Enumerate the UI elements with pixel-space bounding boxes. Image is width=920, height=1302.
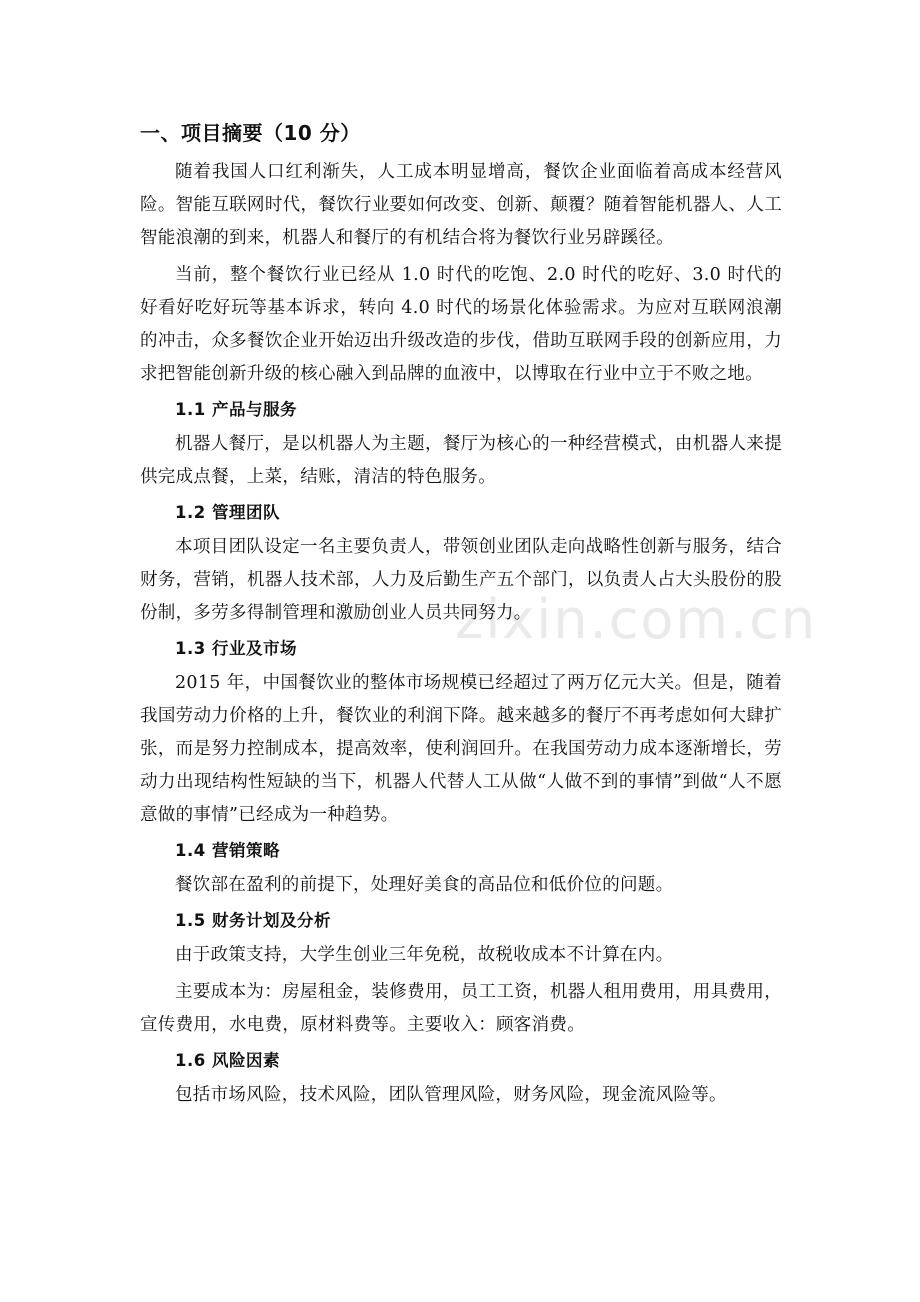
section-title: 一、项目摘要（10 分） [140, 121, 361, 145]
subsection-title: 1.4 营销策略 [175, 841, 280, 860]
subsection-title: 1.1 产品与服务 [175, 400, 297, 419]
subsection-title: 1.5 财务计划及分析 [175, 911, 331, 930]
subsection-management-team [140, 498, 782, 630]
subsection-paragraph: 包括市场风险，技术风险，团队管理风险，财务风险，现金流风险等。 [175, 1085, 727, 1105]
subsection-financial-plan [140, 906, 782, 1042]
subsection-paragraph: 2015 年，中国餐饮业的整体市场规模已经超过了两万亿元大关。但是，随着我国劳动力价格的上升，餐饮业的利润下降。越来越多的餐厅不再考虑如何大肆扩张，而是努力控制成本，提高效率，使利润回升。在我国劳动力成本逐渐增长，劳动力出现结构性短缺的当下，机器人代替人工从做“人做不到的事情”到做“人不愿意做的事情”已经成为一种趋势。 [140, 673, 782, 825]
subsection-title: 1.6 风险因素 [175, 1051, 280, 1070]
subsection-paragraph: 由于政策支持，大学生创业三年免税，故税收成本不计算在内。 [175, 945, 674, 965]
subsection-paragraph: 餐饮部在盈利的前提下，处理好美食的高品位和低价位的问题。 [175, 875, 674, 895]
subsection-industry-market [140, 634, 782, 832]
subsection-product-service [140, 395, 782, 494]
subsection-title: 1.2 管理团队 [175, 503, 280, 522]
subsection-risk-factors [140, 1046, 782, 1112]
subsection-paragraph: 主要成本为：房屋租金，装修费用，员工工资，机器人租用费用，用具费用，宣传费用，水电费，原材料费等。主要收入：顾客消费。 [140, 982, 782, 1035]
subsection-paragraph: 本项目团队设定一名主要负责人，带领创业团队走向战略性创新与服务，结合财务，营销，机器人技术部，人力及后勤生产五个部门，以负责人占大头股份的股份制，多劳多得制管理和激励创业人员共同努力。 [140, 537, 782, 623]
subsection-marketing-strategy [140, 836, 782, 902]
intro-paragraph: 随着我国人口红利渐失，人工成本明显增高，餐饮企业面临着高成本经营风险。智能互联网时代，餐饮行业要如何改变、创新、颠覆？随着智能机器人、人工智能浪潮的到来，机器人和餐厅的有机结合将为餐饮行业另辟蹊径。 [140, 162, 782, 248]
subsection-paragraph: 机器人餐厅，是以机器人为主题，餐厅为核心的一种经营模式，由机器人来提供完成点餐，上菜，结账，清洁的特色服务。 [140, 434, 782, 487]
document-body [140, 118, 782, 1116]
watermark: zixin.com.cn [455, 588, 818, 651]
intro-paragraph: 当前，整个餐饮行业已经从 1.0 时代的吃饱、2.0 时代的吃好、3.0 时代的好看好吃好玩等基本诉求，转向 4.0 时代的场景化体验需求。为应对互联网浪潮的冲击，众多餐饮企业开始迈出升级改造的步伐，借助互联网手段的创新应用，力求把智能创新升级的核心融入到品牌的血液中，以博取在行业中立于不败之地。 [140, 265, 782, 384]
subsection-title: 1.3 行业及市场 [175, 639, 297, 658]
